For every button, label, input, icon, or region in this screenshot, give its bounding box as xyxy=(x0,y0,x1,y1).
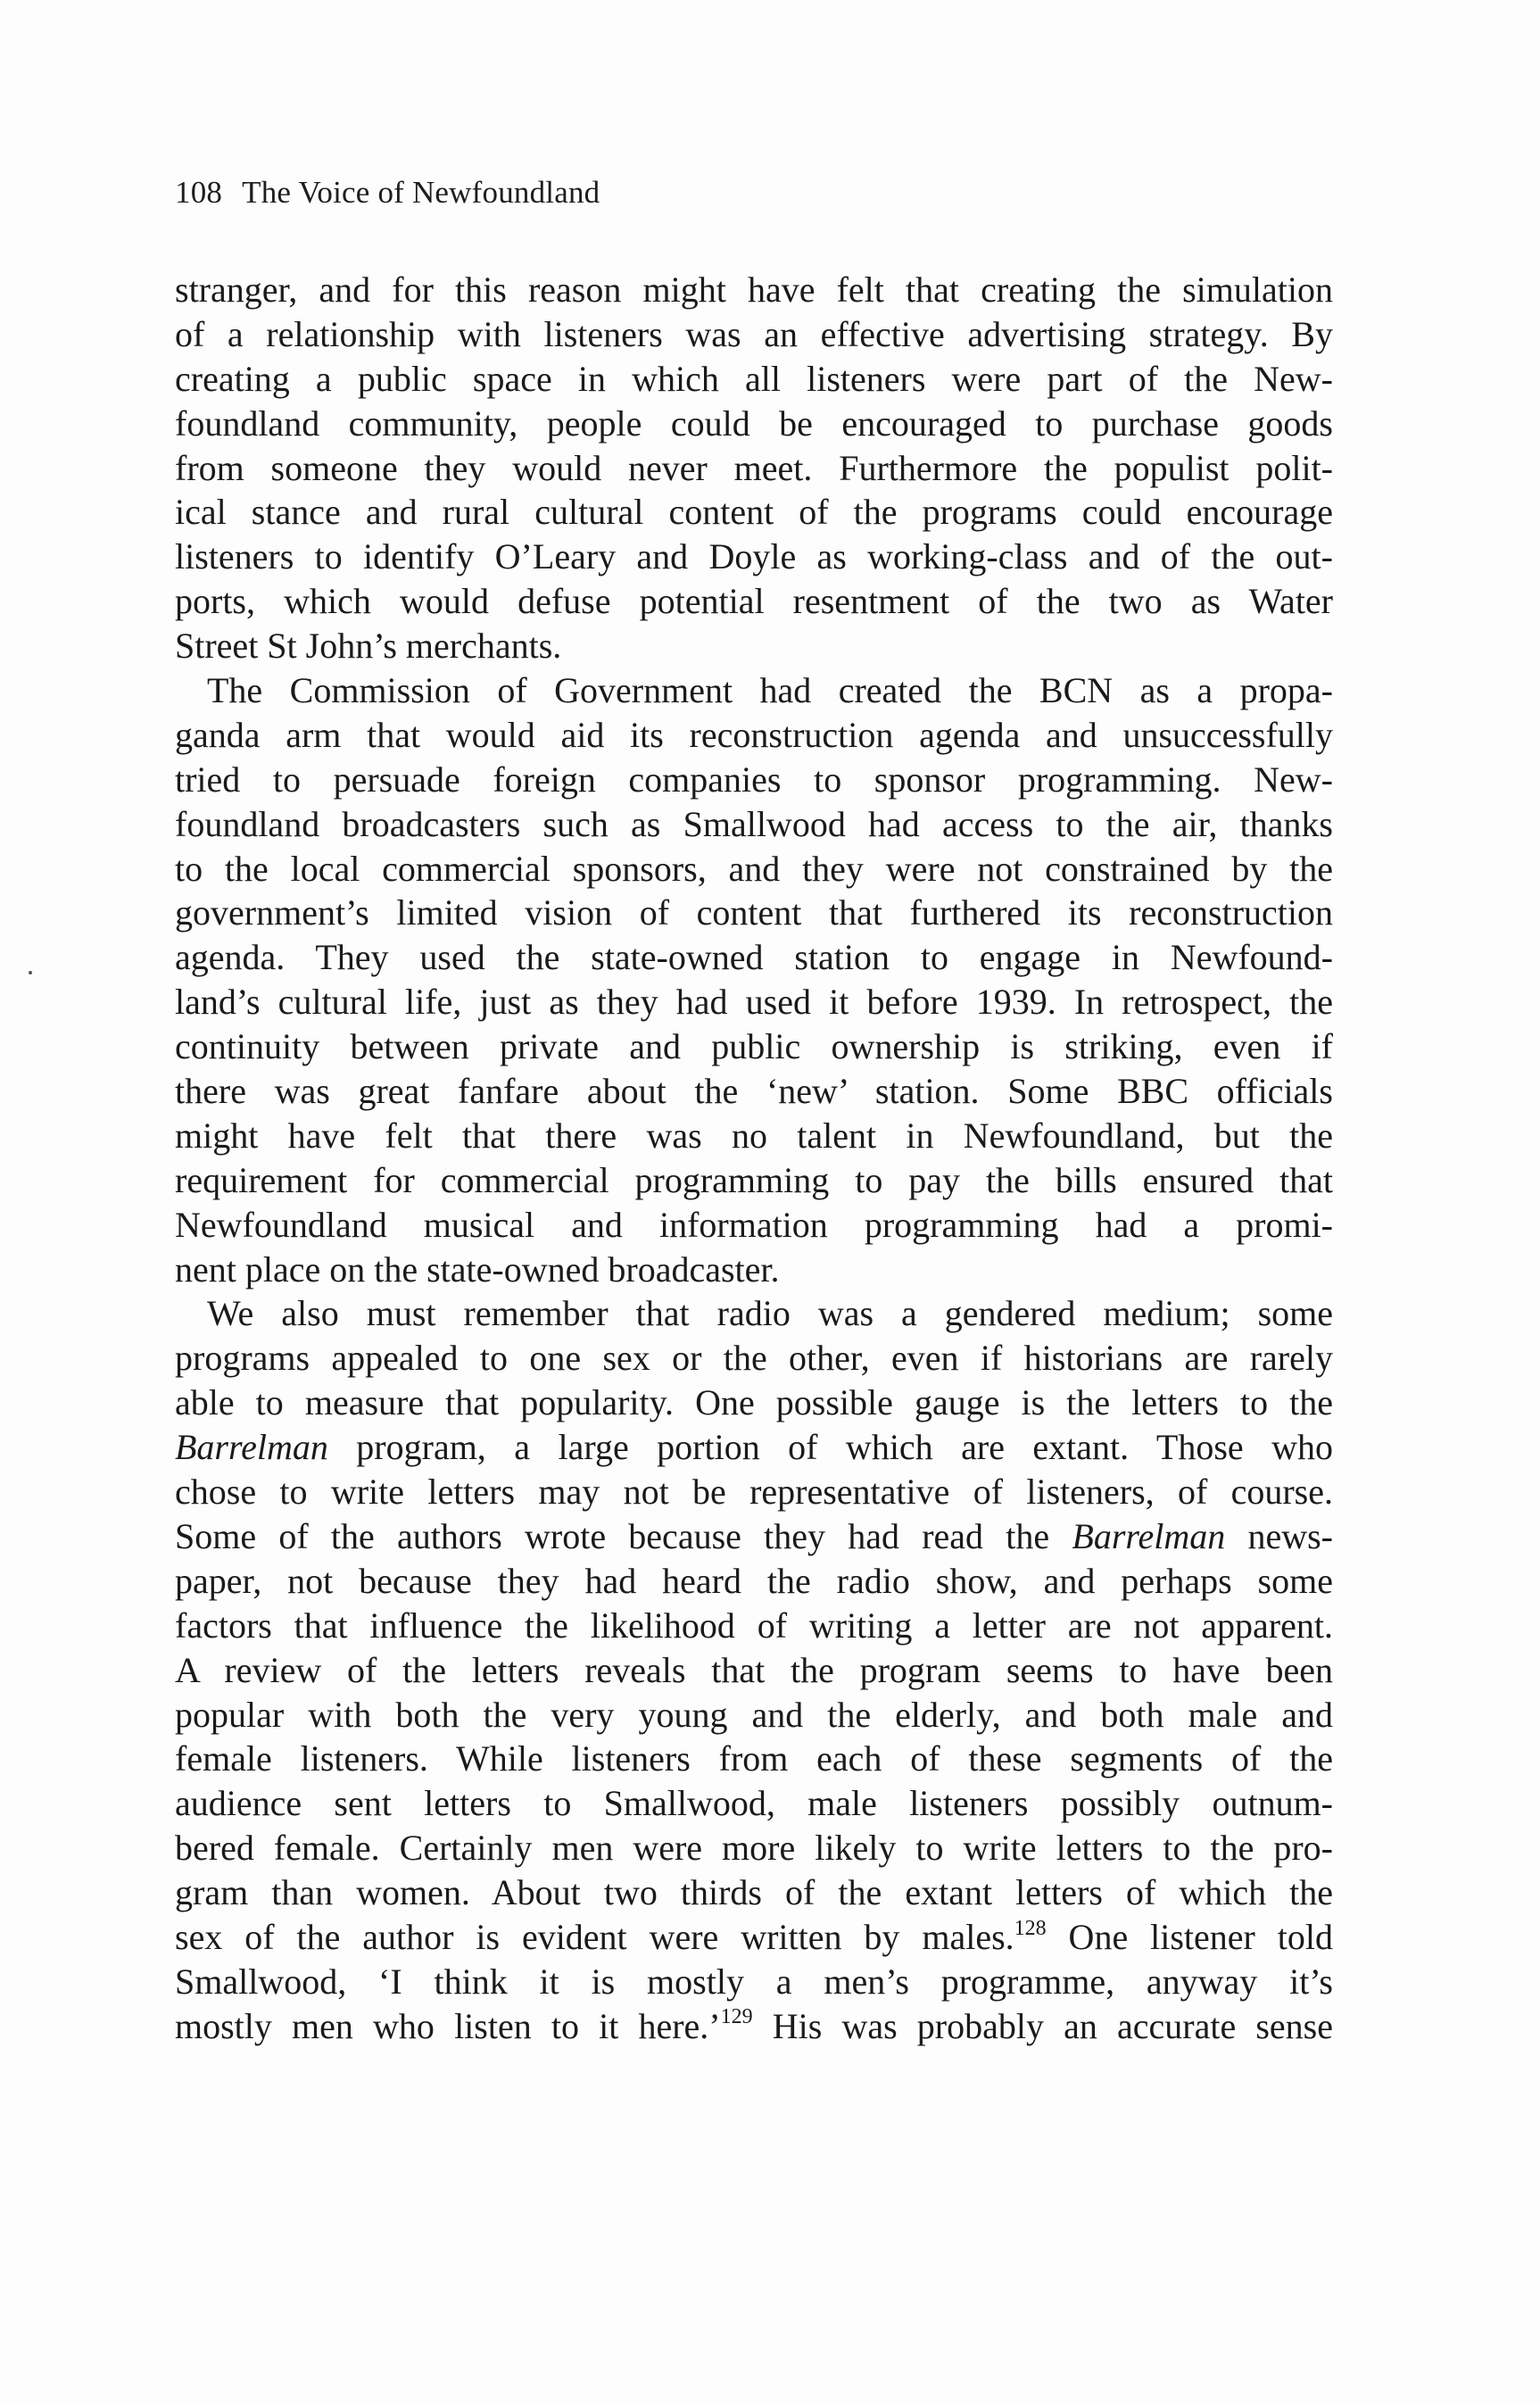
text-line-content: popular with both the very young and the elderly, and both male and xyxy=(175,1694,1333,1735)
text-line xyxy=(175,758,1333,802)
text-line xyxy=(175,980,1333,1024)
text-line-content: One listener told xyxy=(1046,1916,1333,1957)
text-line xyxy=(175,935,1333,980)
text-line xyxy=(175,847,1333,892)
running-head xyxy=(175,175,600,211)
text-line-content: from someone they would never meet. Furthermore the populist polit- xyxy=(175,447,1333,488)
text-line xyxy=(175,268,1333,312)
text-line xyxy=(175,1114,1333,1158)
text-line-content: requirement for commercial programming to pay the bills ensured that xyxy=(175,1159,1333,1200)
text-line xyxy=(175,357,1333,402)
text-line-content: Newfoundland musical and information programming had a promi- xyxy=(175,1204,1333,1245)
text-line-content: might have felt that there was no talent in Newfoundland, but the xyxy=(175,1115,1333,1156)
text-line-content: His was probably an accurate sense xyxy=(752,2005,1333,2046)
text-line-content: listeners to identify O’Leary and Doyle as working-class and of the out- xyxy=(175,536,1333,577)
text-line xyxy=(175,1381,1333,1425)
text-line-content: creating a public space in which all listeners were part of the New- xyxy=(175,358,1333,399)
text-line xyxy=(175,446,1333,491)
italic-title: Barrelman xyxy=(1072,1515,1226,1556)
text-line xyxy=(175,1960,1333,2004)
text-line xyxy=(175,1158,1333,1203)
text-line xyxy=(175,1291,1333,1336)
text-line-content: Street St John’s merchants. xyxy=(175,626,562,667)
text-line xyxy=(175,802,1333,847)
text-line xyxy=(175,1069,1333,1114)
text-line-content: chose to write letters may not be representative of listeners, of course. xyxy=(175,1472,1333,1513)
italic-title: Barrelman xyxy=(175,1427,328,1468)
text-line-content: nent place on the state-owned broadcaster. xyxy=(175,1248,780,1290)
text-line xyxy=(175,1870,1333,1915)
text-line xyxy=(175,1781,1333,1826)
text-line xyxy=(175,624,1333,668)
footnote-reference: 129 xyxy=(720,2005,753,2029)
text-line xyxy=(175,1470,1333,1514)
text-line xyxy=(175,490,1333,535)
text-line-content: agenda. They used the state-owned station to engage in Newfound- xyxy=(175,937,1333,978)
scan-speck xyxy=(29,971,32,974)
text-line-content: gram than women. About two thirds of the extant letters of which the xyxy=(175,1872,1333,1913)
text-line-content: female listeners. While listeners from each of these segments of the xyxy=(175,1738,1333,1779)
text-line xyxy=(175,1024,1333,1069)
text-line xyxy=(175,1559,1333,1604)
body-text xyxy=(175,268,1333,2049)
text-line-content: sex of the author is evident were written by males. xyxy=(175,1916,1014,1957)
text-line-content: We also must remember that radio was a gendered medium; some xyxy=(207,1293,1333,1334)
text-line-content: foundland community, people could be encouraged to purchase goods xyxy=(175,402,1333,444)
text-line-content: A review of the letters reveals that the program seems to have been xyxy=(175,1649,1333,1690)
text-line xyxy=(175,1737,1333,1781)
text-line-content: ganda arm that would aid its reconstruction agenda and unsuccessfully xyxy=(175,714,1333,755)
text-line xyxy=(175,402,1333,446)
text-line xyxy=(175,1693,1333,1737)
text-line-content: tried to persuade foreign companies to sponsor programming. New- xyxy=(175,759,1333,800)
text-line-content: able to measure that popularity. One possible gauge is the letters to the xyxy=(175,1382,1333,1423)
text-line-content: stranger, and for this reason might have felt that creating the simulation xyxy=(175,270,1333,310)
footnote-reference: 128 xyxy=(1014,1916,1047,1940)
text-line xyxy=(175,1826,1333,1870)
text-line-content: Some of the authors wrote because they had read the xyxy=(175,1515,1072,1556)
text-line xyxy=(175,312,1333,357)
text-line-content: foundland broadcasters such as Smallwood had access to the air, thanks xyxy=(175,803,1333,844)
text-line-content: audience sent letters to Smallwood, male listeners possibly outnum- xyxy=(175,1783,1333,1824)
text-line-content: mostly men who listen to it here.’ xyxy=(175,2005,721,2046)
text-line xyxy=(175,891,1333,935)
text-line-content: land’s cultural life, just as they had used it before 1939. In retrospect, the xyxy=(175,982,1333,1023)
text-line-content: programs appealed to one sex or the other, even if historians are rarely xyxy=(175,1338,1333,1379)
running-title: The Voice of Newfoundland xyxy=(242,175,600,210)
text-line-content: paper, not because they had heard the radio show, and perhaps some xyxy=(175,1560,1333,1601)
text-line-content: news- xyxy=(1225,1515,1333,1556)
text-line-content: there was great fanfare about the ‘new’ station. Some BBC officials xyxy=(175,1071,1333,1112)
text-line-content: of a relationship with listeners was an effective advertising strategy. By xyxy=(175,313,1333,354)
text-line xyxy=(175,713,1333,758)
text-line-content: The Commission of Government had created the BCN as a propa- xyxy=(207,670,1333,711)
text-line xyxy=(175,668,1333,713)
text-line-content: factors that influence the likelihood of writing a letter are not apparent. xyxy=(175,1605,1333,1646)
text-line xyxy=(175,1604,1333,1648)
text-line xyxy=(175,1248,1333,1292)
text-line-content: ical stance and rural cultural content of the programs could encourage xyxy=(175,492,1333,533)
text-line xyxy=(175,1336,1333,1381)
text-line-content: bered female. Certainly men were more likely to write letters to the pro- xyxy=(175,1828,1333,1869)
text-line xyxy=(175,1425,1333,1470)
text-line-content: to the local commercial sponsors, and they were not constrained by the xyxy=(175,848,1333,889)
text-line-content: program, a large portion of which are extant. Those who xyxy=(327,1427,1333,1468)
text-line-content: continuity between private and public ownership is striking, even if xyxy=(175,1026,1333,1067)
text-line xyxy=(175,2004,1333,2049)
text-line xyxy=(175,1915,1333,1960)
text-line xyxy=(175,535,1333,579)
text-line xyxy=(175,1648,1333,1693)
text-line xyxy=(175,1203,1333,1248)
text-line-content: ports, which would defuse potential resentment of the two as Water xyxy=(175,581,1333,622)
text-line-content: government’s limited vision of content that furthered its reconstruction xyxy=(175,892,1333,933)
text-line xyxy=(175,1514,1333,1559)
text-line-content: Smallwood, ‘I think it is mostly a men’s programme, anyway it’s xyxy=(175,1961,1333,2002)
page-number: 108 xyxy=(175,175,223,210)
text-line xyxy=(175,579,1333,624)
